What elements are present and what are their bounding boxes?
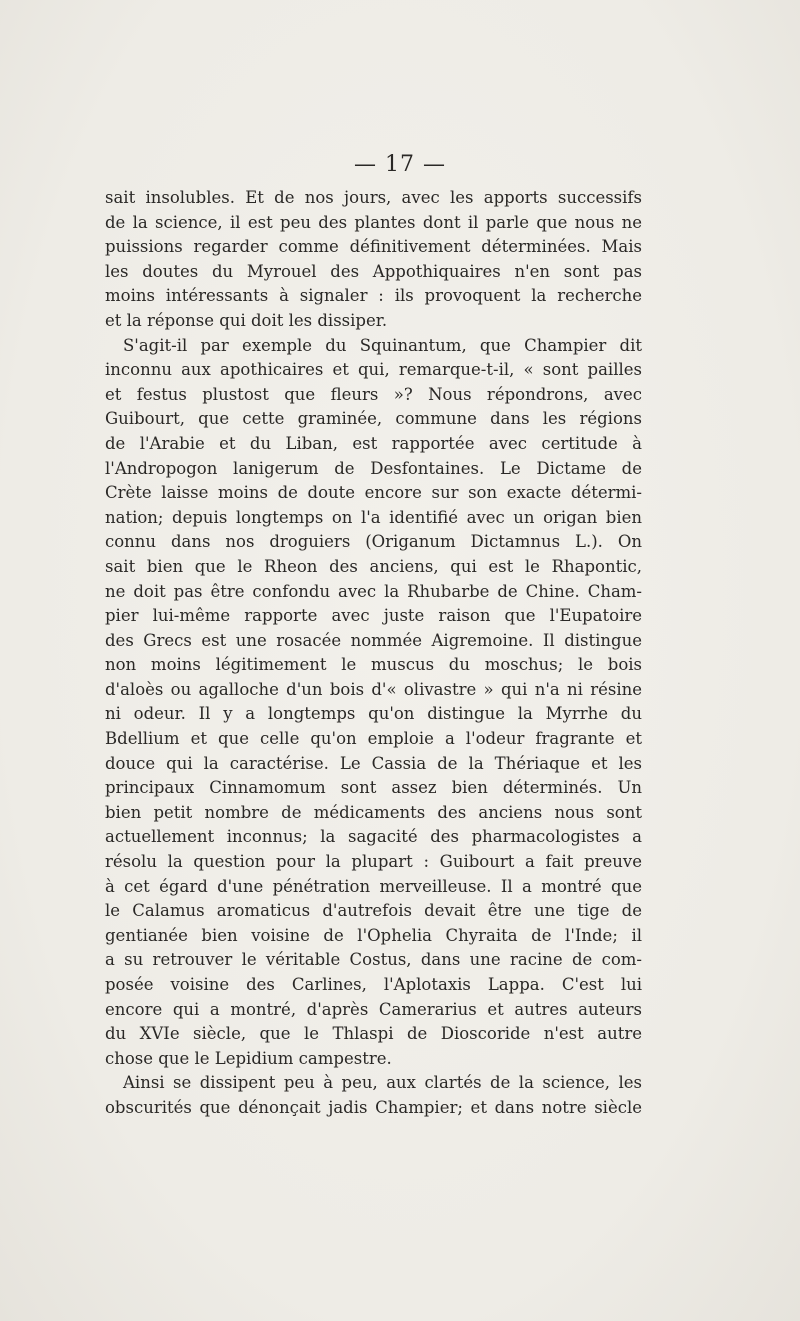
text-line: principaux Cinnamomum sont assez bien déterminés. Un <box>105 778 642 798</box>
text-line: gentianée bien voisine de l'Ophelia Chyraita de l'Inde; il <box>105 925 642 945</box>
text-line: Bdellium et que celle qu'on emploie a l'odeur fragrante et <box>105 729 642 749</box>
text-line: l'Andropogon lanigerum de Desfontaines. Le Dictame de <box>105 458 642 478</box>
text-line: Ainsi se dissipent peu à peu, aux clartés de la science, les <box>123 1073 642 1093</box>
text-line: Guibourt, que cette graminée, commune dans les régions <box>105 409 642 429</box>
text-line: résolu la question pour la plupart : Guibourt a fait preuve <box>105 852 642 872</box>
text-line: non moins légitimement le muscus du moschus; le bois <box>105 655 642 675</box>
text-line: moins intéressants à signaler : ils provoquent la recherche <box>105 286 642 306</box>
text-line: ne doit pas être confondu avec la Rhubarbe de Chine. Cham- <box>105 581 642 601</box>
text-line: chose que le Lepidium campestre. <box>105 1048 392 1068</box>
text-line: sait insolubles. Et de nos jours, avec les apports successifs <box>105 188 642 207</box>
text-line: connu dans nos droguiers (Origanum Dictamnus L.). On <box>105 532 642 552</box>
text-line: le Calamus aromaticus d'autrefois devait être une tige de <box>105 901 642 921</box>
text-line: pier lui-même rapporte avec juste raison que l'Eupatoire <box>105 606 642 626</box>
text-line: sait bien que le Rheon des anciens, qui est le Rhapontic, <box>105 556 642 576</box>
text-line: obscurités que dénonçait jadis Champier; et dans notre siècle <box>105 1097 642 1117</box>
text-line: encore qui a montré, d'après Camerarius et autres auteurs <box>105 999 642 1019</box>
page-number: — 17 — <box>354 152 446 177</box>
text-line: et la réponse qui doit les dissiper. <box>105 310 388 330</box>
text-line: bien petit nombre de médicaments des anciens nous sont <box>105 802 642 822</box>
text-line: de l'Arabie et du Liban, est rapportée avec certitude à <box>105 433 642 453</box>
text-line: de la science, il est peu des plantes dont il parle que nous ne <box>105 212 642 232</box>
text-line: actuellement inconnus; la sagacité des pharmacologistes a <box>105 827 642 847</box>
text-line: à cet égard d'une pénétration merveilleuse. Il a montré que <box>105 876 642 896</box>
text-line: posée voisine des Carlines, l'Aplotaxis Lappa. C'est lui <box>105 975 642 994</box>
body-text <box>105 186 642 1121</box>
text-line: a su retrouver le véritable Costus, dans une racine de com- <box>105 950 642 970</box>
text-line: ni odeur. Il y a longtemps qu'on distingue la Myrrhe du <box>105 704 642 724</box>
text-line: douce qui la caractérise. Le Cassia de la Thériaque et les <box>105 753 642 773</box>
text-line: d'aloès ou agalloche d'un bois d'« olivastre » qui n'a ni résine <box>105 679 642 699</box>
text-line: du XVIe siècle, que le Thlaspi de Dioscoride n'est autre <box>105 1024 642 1044</box>
text-line: nation; depuis longtemps on l'a identifié avec un origan bien <box>105 507 642 527</box>
text-line: inconnu aux apothicaires et qui, remarque-t-il, « sont pailles <box>105 360 642 380</box>
text-line: puissions regarder comme définitivement déterminées. Mais <box>105 237 642 257</box>
text-line: des Grecs est une rosacée nommée Aigremoine. Il distingue <box>105 630 642 650</box>
text-line: S'agit-il par exemple du Squinantum, que Champier dit <box>123 335 642 355</box>
text-line: et festus plustost que fleurs »? Nous répondrons, avec <box>105 384 642 404</box>
text-line: Crète laisse moins de doute encore sur son exacte détermi- <box>105 483 642 503</box>
text-line: les doutes du Myrouel des Appothiquaires n'en sont pas <box>105 261 642 281</box>
